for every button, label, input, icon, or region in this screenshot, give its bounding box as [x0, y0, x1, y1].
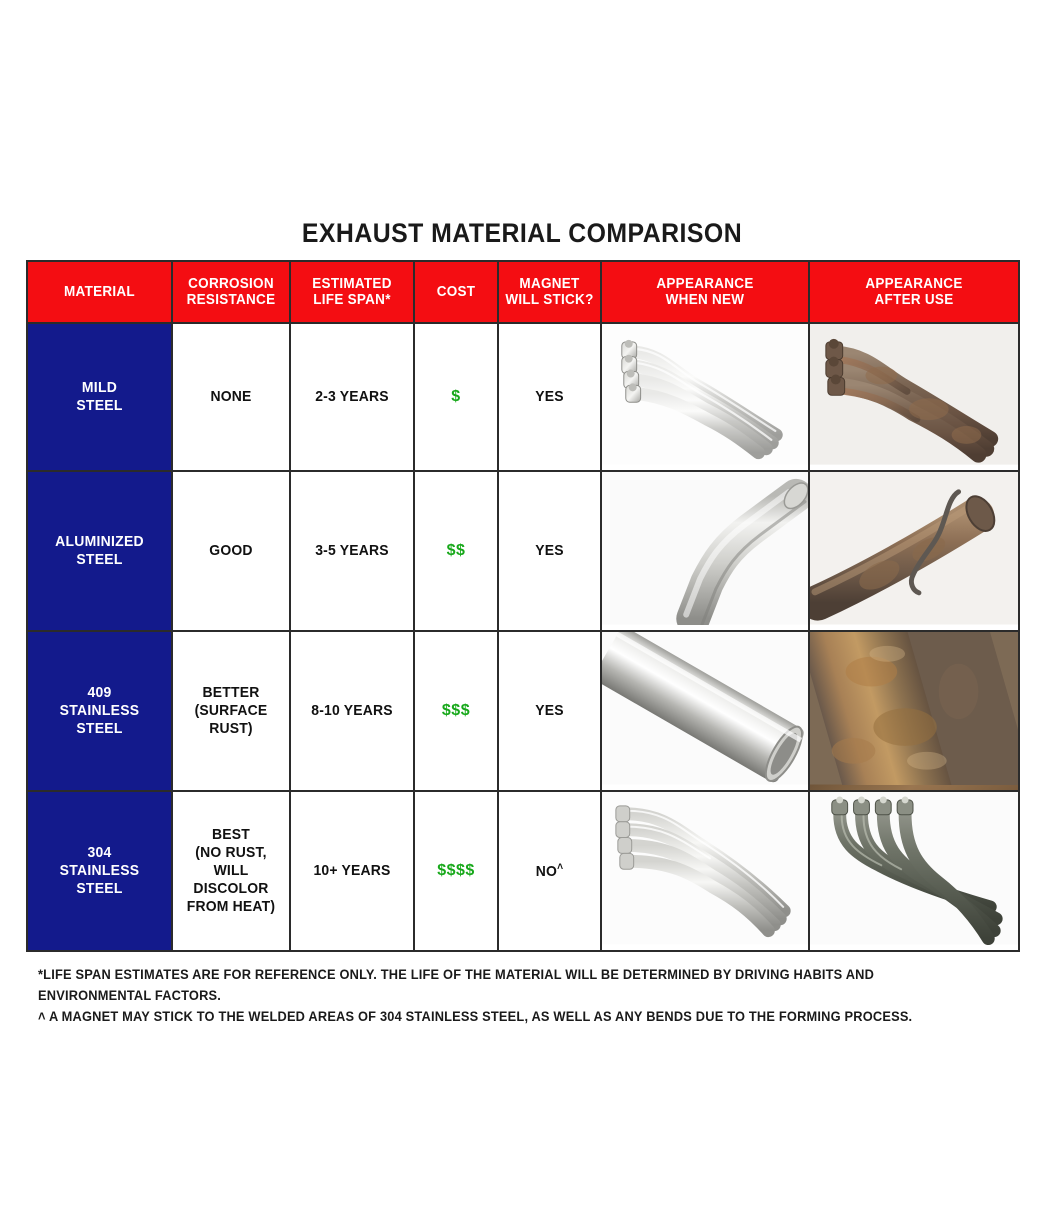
photo-304-used — [810, 792, 1018, 950]
table-row — [27, 791, 1019, 951]
material-line3: STEEL — [76, 879, 123, 897]
column-header-life-line2: LIFE SPAN* — [313, 292, 391, 308]
cell-corrosion-mild-steel — [172, 323, 290, 471]
cell-material-mild-steel — [27, 323, 172, 471]
table-header-row — [27, 261, 1019, 323]
cell-lifespan-mild-steel — [290, 323, 414, 471]
cell-appearance-new-aluminized-steel — [601, 471, 809, 631]
304-header-discolored-illustration — [810, 792, 1018, 945]
cell-material-304-stainless-steel — [27, 791, 172, 951]
magnet-value: YES — [535, 702, 564, 719]
cell-magnet-409-stainless-steel — [498, 631, 601, 791]
cell-cost-304-stainless-steel: $$$$ — [414, 791, 498, 951]
column-header-cost — [414, 261, 498, 323]
material-line1: 409 — [87, 684, 112, 702]
column-header-appearance-after-line1: APPEARANCE — [865, 275, 963, 292]
photo-aluminized-used — [810, 472, 1018, 630]
cell-cost-409-stainless-steel: $$$ — [414, 631, 498, 791]
column-header-corrosion-resistance — [172, 261, 290, 323]
cell-corrosion-409-stainless-steel — [172, 631, 290, 791]
page-title: EXHAUST MATERIAL COMPARISON — [301, 218, 743, 248]
corrosion-line2: (NO RUST, — [195, 844, 267, 861]
material-line2: STEEL — [76, 551, 123, 568]
column-header-material — [27, 261, 172, 323]
magnet-value: YES — [535, 388, 564, 405]
table-header — [27, 261, 1019, 323]
column-header-appearance-new-line2: WHEN NEW — [665, 292, 745, 308]
column-header-material-label: MATERIAL — [64, 283, 135, 300]
cell-appearance-new-mild-steel — [601, 323, 809, 471]
column-header-appearance-new — [601, 261, 809, 323]
surface-rust-tube-illustration — [810, 632, 1018, 785]
cell-cost-mild-steel: $ — [414, 323, 498, 471]
photo-304-new — [602, 792, 808, 950]
cell-appearance-after-mild-steel — [809, 323, 1019, 471]
material-line2: STEEL — [76, 397, 123, 414]
lifespan-value: 3-5 YEARS — [315, 542, 389, 559]
cell-magnet-304-stainless-steel — [498, 791, 601, 951]
material-line2: STAINLESS — [59, 862, 140, 880]
lifespan-value: 2-3 YEARS — [315, 388, 389, 405]
photo-mild-steel-used — [810, 324, 1018, 470]
corrosion-line4: FROM HEAT) — [186, 898, 276, 915]
magnet-value: YES — [535, 542, 564, 559]
photo-409-new — [602, 632, 808, 790]
column-header-life-line1: ESTIMATED — [312, 275, 392, 292]
corrosion-line2: (SURFACE — [194, 702, 268, 719]
material-line1: ALUMINIZED — [55, 533, 144, 551]
column-header-appearance-new-line1: APPEARANCE — [656, 275, 754, 292]
table-body — [27, 323, 1019, 951]
footnotes — [38, 965, 1018, 1028]
material-line1: MILD — [81, 379, 118, 397]
cell-cost-aluminized-steel: $$ — [414, 471, 498, 631]
corrosion-value: GOOD — [209, 542, 253, 559]
polished-tube-illustration — [602, 632, 808, 785]
header-shiny-illustration — [602, 324, 808, 465]
photo-aluminized-new — [602, 472, 808, 630]
photo-mild-steel-new — [602, 324, 808, 470]
cell-lifespan-304-stainless-steel — [290, 791, 414, 951]
footnote-lifespan: *LIFE SPAN ESTIMATES ARE FOR REFERENCE ONLY. THE LIFE OF THE MATERIAL WILL BE DETERMINED BY DRIVING HABITS AND ENVIRONMENTAL FACTORS. — [38, 967, 875, 1003]
corrosion-value: NONE — [210, 388, 252, 405]
material-line1: 304 — [87, 844, 112, 862]
column-header-magnet — [498, 261, 601, 323]
cell-material-aluminized-steel — [27, 471, 172, 631]
photo-409-used — [810, 632, 1018, 790]
column-header-corrosion-line1: CORROSION — [188, 275, 274, 292]
magnet-value: NO — [535, 863, 558, 880]
cell-appearance-new-304-stainless-steel — [601, 791, 809, 951]
cell-material-409-stainless-steel — [27, 631, 172, 791]
cell-appearance-after-aluminized-steel — [809, 471, 1019, 631]
comparison-table — [26, 260, 1020, 952]
cell-appearance-after-409-stainless-steel — [809, 631, 1019, 791]
material-line3: STEEL — [76, 719, 123, 737]
magnet-value-wrap — [503, 861, 597, 881]
column-header-magnet-line2: WILL STICK? — [505, 292, 594, 308]
magnet-footnote-marker: ˄ — [557, 861, 564, 873]
cell-magnet-mild-steel — [498, 323, 601, 471]
rusted-pipe-hanger-illustration — [810, 472, 1018, 625]
cell-magnet-aluminized-steel — [498, 471, 601, 631]
cell-appearance-new-409-stainless-steel — [601, 631, 809, 791]
bent-pipe-new-illustration — [602, 472, 808, 625]
column-header-appearance-after-line2: AFTER USE — [874, 292, 954, 308]
column-header-magnet-line1: MAGNET — [519, 275, 580, 292]
corrosion-line1: BETTER — [202, 684, 260, 701]
lifespan-value: 8-10 YEARS — [311, 702, 393, 719]
corrosion-line1: BEST — [212, 826, 250, 843]
corrosion-line3: WILL DISCOLOR — [193, 862, 269, 897]
cell-appearance-after-304-stainless-steel — [809, 791, 1019, 951]
column-header-appearance-after — [809, 261, 1019, 323]
cell-lifespan-aluminized-steel — [290, 471, 414, 631]
material-line2: STAINLESS — [59, 702, 140, 720]
table-row — [27, 631, 1019, 791]
column-header-corrosion-line2: RESISTANCE — [186, 292, 276, 308]
corrosion-line3: RUST) — [209, 720, 253, 737]
table-row — [27, 471, 1019, 631]
304-header-new-illustration — [602, 792, 808, 945]
header-rusted-illustration — [810, 324, 1018, 465]
cell-lifespan-409-stainless-steel — [290, 631, 414, 791]
cell-corrosion-304-stainless-steel — [172, 791, 290, 951]
table-row — [27, 323, 1019, 471]
comparison-table-wrapper — [26, 260, 1018, 952]
column-header-cost-label: COST — [436, 283, 476, 300]
lifespan-value: 10+ YEARS — [313, 862, 391, 879]
cell-corrosion-aluminized-steel — [172, 471, 290, 631]
column-header-life-span — [290, 261, 414, 323]
footnote-magnet: ˄ A MAGNET MAY STICK TO THE WELDED AREAS OF 304 STAINLESS STEEL, AS WELL AS ANY BENDS DUE TO THE FORMING PROCESS. — [38, 1008, 913, 1024]
